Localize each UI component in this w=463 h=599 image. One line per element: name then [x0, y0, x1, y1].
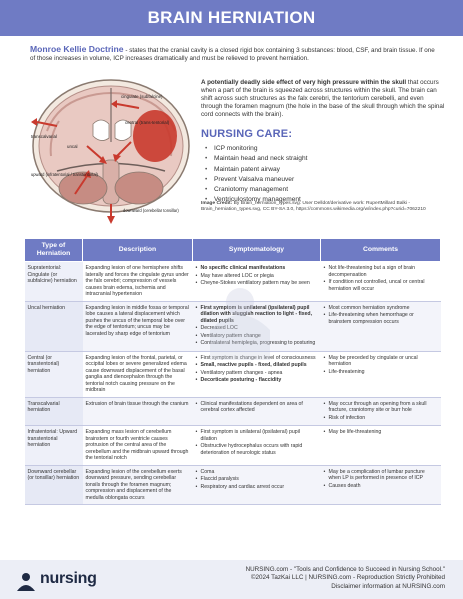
cell-symptoms — [193, 426, 321, 466]
footer-text — [135, 566, 445, 591]
care-item: • Craniotomy management — [205, 185, 307, 195]
symptom-item: • First symptom is unilateral (ipsilateral) pupil dilation with sluggish reaction to light - fixed, dilated pupils — [196, 305, 318, 325]
cell-type: Transcalvarial herniation — [25, 397, 83, 426]
logo-wordmark: nursing — [40, 570, 97, 587]
intro-bold: A potentially deadly side effect of very high pressure within the skull — [201, 79, 407, 86]
footer-line-copyright: ©2024 TazKai LLC | NURSING.com - Reproduction Strictly Prohibited — [250, 574, 445, 582]
title-banner — [0, 0, 463, 36]
cell-comments — [321, 397, 441, 426]
cell-symptoms — [193, 465, 321, 505]
table-row — [25, 397, 441, 426]
care-item: • Ventriculostomy management — [205, 195, 307, 205]
comment-item: • Causes death — [324, 483, 438, 490]
comment-item: • Not life-threatening but a sign of brain decompensation — [324, 265, 438, 278]
label-upward: upward (infratentorial / transtentorial) — [31, 172, 98, 177]
cell-description: Expanding lesion of the cerebellum exerts downward pressure, sending cerebellar tonsils through the foramen magnum; compression and displacement of the medulla oblongata occurs — [83, 465, 193, 505]
cell-comments — [321, 426, 441, 466]
brain-herniation-diagram — [27, 76, 195, 226]
cell-description: Expanding lesion of one hemisphere shifts laterally and forces the cingulate gyrus under the falx cerebri; compression of vessels causes brain edema, ischemia and intracranial hypertension — [83, 262, 193, 302]
symptom-item: • Contralateral hemiplegia, progressing to posturing — [196, 340, 318, 347]
image-credit — [201, 201, 446, 213]
cell-type: Infratentorial: Upward transtentorial herniation — [25, 426, 83, 466]
symptom-item: • Decreased LOC — [196, 325, 318, 332]
care-item: • Maintain patent airway — [205, 165, 307, 175]
label-cingulate: cingulate (subfalcine) — [121, 94, 163, 99]
header-description: Description — [83, 239, 193, 262]
symptom-item: • Small, reactive pupils - fixed, dilated pupils — [196, 362, 318, 369]
label-central: central (trans-tentorial) — [125, 120, 170, 125]
table-header-row — [25, 239, 441, 262]
symptom-item: • Coma — [196, 469, 318, 476]
label-uncal: uncal — [67, 144, 78, 149]
table-row — [25, 426, 441, 466]
label-downward: downward (cerebellar tonsillar) — [123, 208, 179, 213]
footer-line-disclaimer: Disclaimer information at NURSING.com — [331, 582, 445, 590]
label-transcalvarial: transcalvarial — [31, 134, 57, 139]
comment-item: • May be a complication of lumbar puncture when LP is performed in presence of ICP — [324, 469, 438, 482]
cell-description: Expanding lesion of the frontal, parietal, or occipital lobes or severe generalized edema cause downward displacement of the basal ganglia and diencephalon through the tentorial notch causing pressure on the midbrain — [83, 351, 193, 397]
comment-item: • Life-threatening — [324, 369, 438, 376]
doctrine-term: Monroe Kellie Doctrine — [30, 44, 124, 54]
nursing-care-title: NURSING CARE: — [201, 128, 293, 140]
symptom-item: • First symptom is change in level of consciousness — [196, 355, 318, 362]
cell-description: Expanding mass lesion of cerebellum brainstem or fourth ventricle causes protrusion of the central area of the cerebellum and the midbrain upward through the tentorial notch — [83, 426, 193, 466]
cell-comments — [321, 465, 441, 505]
comment-item: • May be preceded by cingulate or uncal herniation — [324, 355, 438, 368]
symptom-item: • May have altered LOC or plegia — [196, 273, 318, 280]
cell-type: Central (or transtentorial) herniation — [25, 351, 83, 397]
cell-type: Uncal herniation — [25, 301, 83, 351]
symptom-item: • Ventilatory pattern changes - apnea — [196, 370, 318, 377]
header-type: Type of Herniation — [25, 239, 83, 262]
care-item: • ICP monitoring — [205, 144, 307, 154]
symptom-item: • Decorticate posturing - flaccidity — [196, 377, 318, 384]
intro-paragraph — [201, 79, 446, 119]
comment-item: • May be life-threatening — [324, 429, 438, 436]
intro-text: that occurs when a part of the brain is squeezed across structures within the skull. The brain can shift across such structures as the falx cerebri, the tentorium cerebelli, and even through the foramen magnum (the hole in the base of the skull through which the spinal cord connects with the brain). — [201, 79, 445, 119]
comment-item: • Risk of infection — [324, 415, 438, 422]
page-title: BRAIN HERNIATION — [147, 8, 316, 27]
footer-line-tagline: NURSING.com - "Tools and Confidence to Succeed in Nursing School." — [245, 566, 445, 573]
comment-item: • If condition not controlled, uncal or central herniation will occur — [324, 279, 438, 292]
nursing-care-list — [205, 144, 307, 206]
comment-item: • Life-threatening when hemorrhage or brainstem compression occurs — [324, 312, 438, 325]
cell-comments — [321, 301, 441, 351]
symptom-item: • Clinical manifestations dependent on area of cerebral cortex affected — [196, 401, 318, 414]
symptom-item: • Cheyne-Stokes ventilatory pattern may be seen — [196, 280, 318, 287]
header-symptomatology: Symptomatology — [193, 239, 321, 262]
cell-type: Downward cerebellar (or tonsillar) herniation — [25, 465, 83, 505]
doctrine-text: - states that the cranial cavity is a closed rigid box containing 3 substances: blood, CSF, and brain tissue. If one of those increases in volume, ICP increases dramatically and must be relieved to prevent herniation. — [30, 47, 435, 63]
cell-symptoms — [193, 397, 321, 426]
credit-text: By Brain_herniation_types.svg: User Delldot/derivative work: RupertMillard Balki - Brain_herniation_types.svg, CC BY-SA 3.0, https://commons.wikimedia.org/w/index.php?curid=7062210 — [201, 201, 426, 213]
cell-comments — [321, 262, 441, 302]
cell-comments — [321, 351, 441, 397]
symptom-item: • No specific clinical manifestations — [196, 265, 318, 272]
header-comments: Comments — [321, 239, 441, 262]
symptom-item: • Ventilatory pattern change — [196, 333, 318, 340]
cell-description: Extrusion of brain tissue through the cranium — [83, 397, 193, 426]
credit-label: Image Credit: — [201, 201, 233, 206]
cell-type: Supratentorial: Cingulate (or subfalcine) herniation — [25, 262, 83, 302]
cell-description: Expanding lesion in middle fossa or temporal lobe causes a lateral displacement which pushes the uncus of the temporal lobe over the edge of tentorium; uncus may be lacerated by sharp edge of tentorium — [83, 301, 193, 351]
comment-item: • Most common herniation syndrome — [324, 305, 438, 312]
symptom-item: • Flaccid paralysis — [196, 476, 318, 483]
watermark-logo — [170, 260, 310, 380]
symptom-item: • Obstructive hydrocephalus occurs with rapid deterioration of neurologic status — [196, 443, 318, 456]
doctrine-paragraph — [30, 45, 440, 63]
symptom-item: • Respiratory and cardiac arrest occur — [196, 484, 318, 491]
care-item: • Prevent Valsalva maneuver — [205, 175, 307, 185]
symptom-item: • First symptom is unilateral (ipsilateral) pupil dilation — [196, 429, 318, 442]
comment-item: • May occur through an opening from a skull fracture, craniotomy site or burr hole — [324, 401, 438, 414]
care-item: • Maintain head and neck straight — [205, 154, 307, 164]
table-row — [25, 465, 441, 505]
